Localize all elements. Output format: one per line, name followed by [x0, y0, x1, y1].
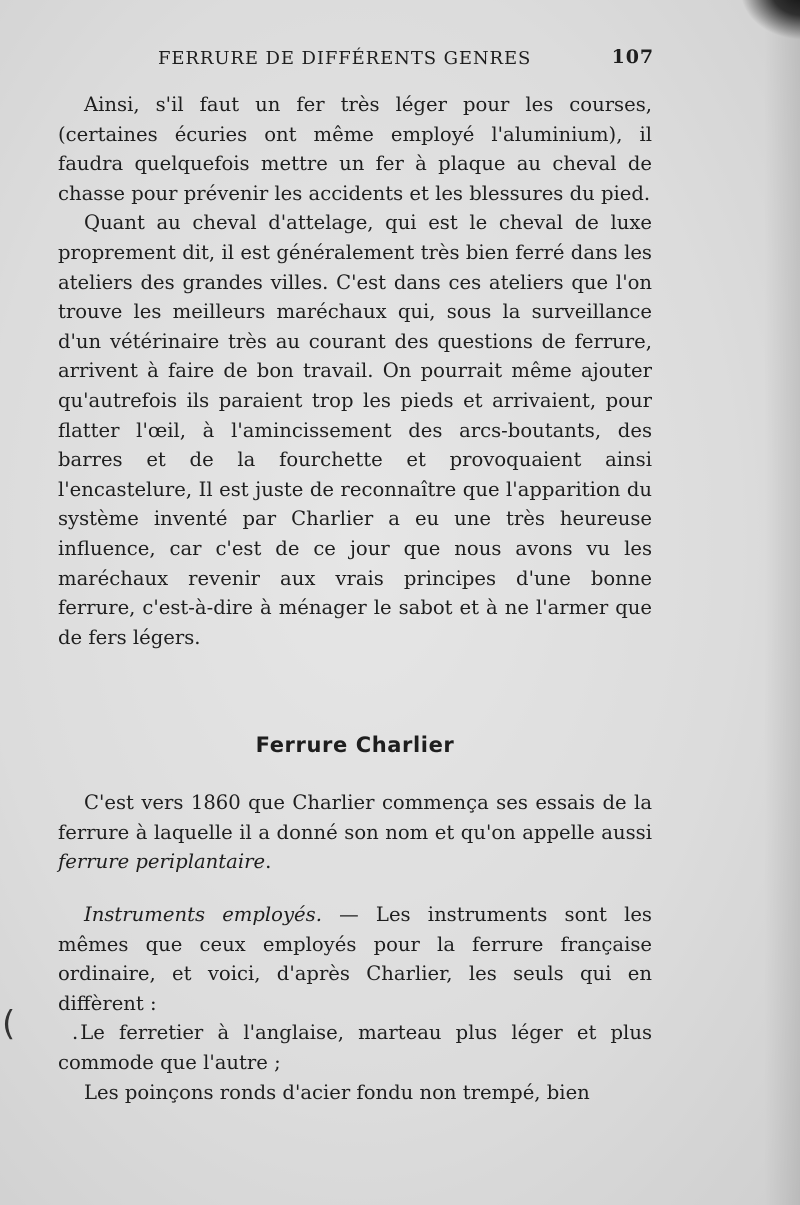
running-head: [58, 46, 654, 76]
margin-bracket-mark: (: [2, 1004, 16, 1044]
list-item: . Le ferretier à l'anglaise, marteau plus léger et plus commode que l'autre ;: [58, 1018, 652, 1077]
instruments-label: Instruments employés.: [84, 903, 322, 926]
section-heading: Ferrure Charlier: [255, 733, 455, 757]
paragraph-intro: [58, 788, 652, 877]
paragraph-instruments: [58, 900, 652, 1018]
instruments-text: — Les instruments sont les mêmes que ceux employés pour la ferrure française ordinaire, et voici, d'après Charlier, les seuls qui en diffèrent :: [58, 903, 652, 1015]
intro-italic-term: ferrure periplantaire: [58, 850, 266, 874]
intro-text: C'est vers 1860 que Charlier commença ses essais de la ferrure à laquelle il a donné son nom et qu'on appelle aussi: [58, 791, 652, 844]
section-intro: [58, 788, 652, 877]
instruments-section: [58, 900, 652, 1107]
paragraph-carriage-horse: Quant au cheval d'attelage, qui est le cheval de luxe proprement dit, il est généralement très bien ferré dans les ateliers des grandes villes. C'est dans ces ateliers que l'on trouve les meilleurs maréchaux qui, sous la surveillance d'un vétérinaire très au courant des questions de ferrure, arrivent à faire de bon travail. On pourrait même ajouter qu'autrefois ils paraient trop les pieds et arrivaient, pour flatter l'œil, à l'amincissement des arcs-boutants, des barres et de la fourchette et provoquaient ainsi l'encastelure, Il est juste de reconnaître que l'apparition du système inventé par Charlier a eu une très heureuse influence, car c'est de ce jour que nous avons vu les maréchaux revenir aux vrais principes d'une bonne ferrure, c'est-à-dire à ménager le sabot et à ne l'armer que de fers légers.: [58, 211, 652, 649]
list-item: Les poinçons ronds d'acier fondu non trempé, bien: [84, 1080, 590, 1104]
paragraph-racing-horses: Ainsi, s'il faut un fer très léger pour les courses, (certaines écuries ont même employé l'aluminium), il faudra quelquefois mettre un fer à plaque au cheval de chasse pour prévenir les accidents et les blessures du pied.: [58, 93, 652, 205]
intro-end: .: [265, 850, 272, 874]
page-number: 107: [611, 46, 654, 68]
scan-edge-shadow: [764, 0, 800, 1205]
running-title: FERRURE DE DIFFÉRENTS GENRES: [158, 48, 532, 69]
body-text-top: [58, 90, 652, 652]
